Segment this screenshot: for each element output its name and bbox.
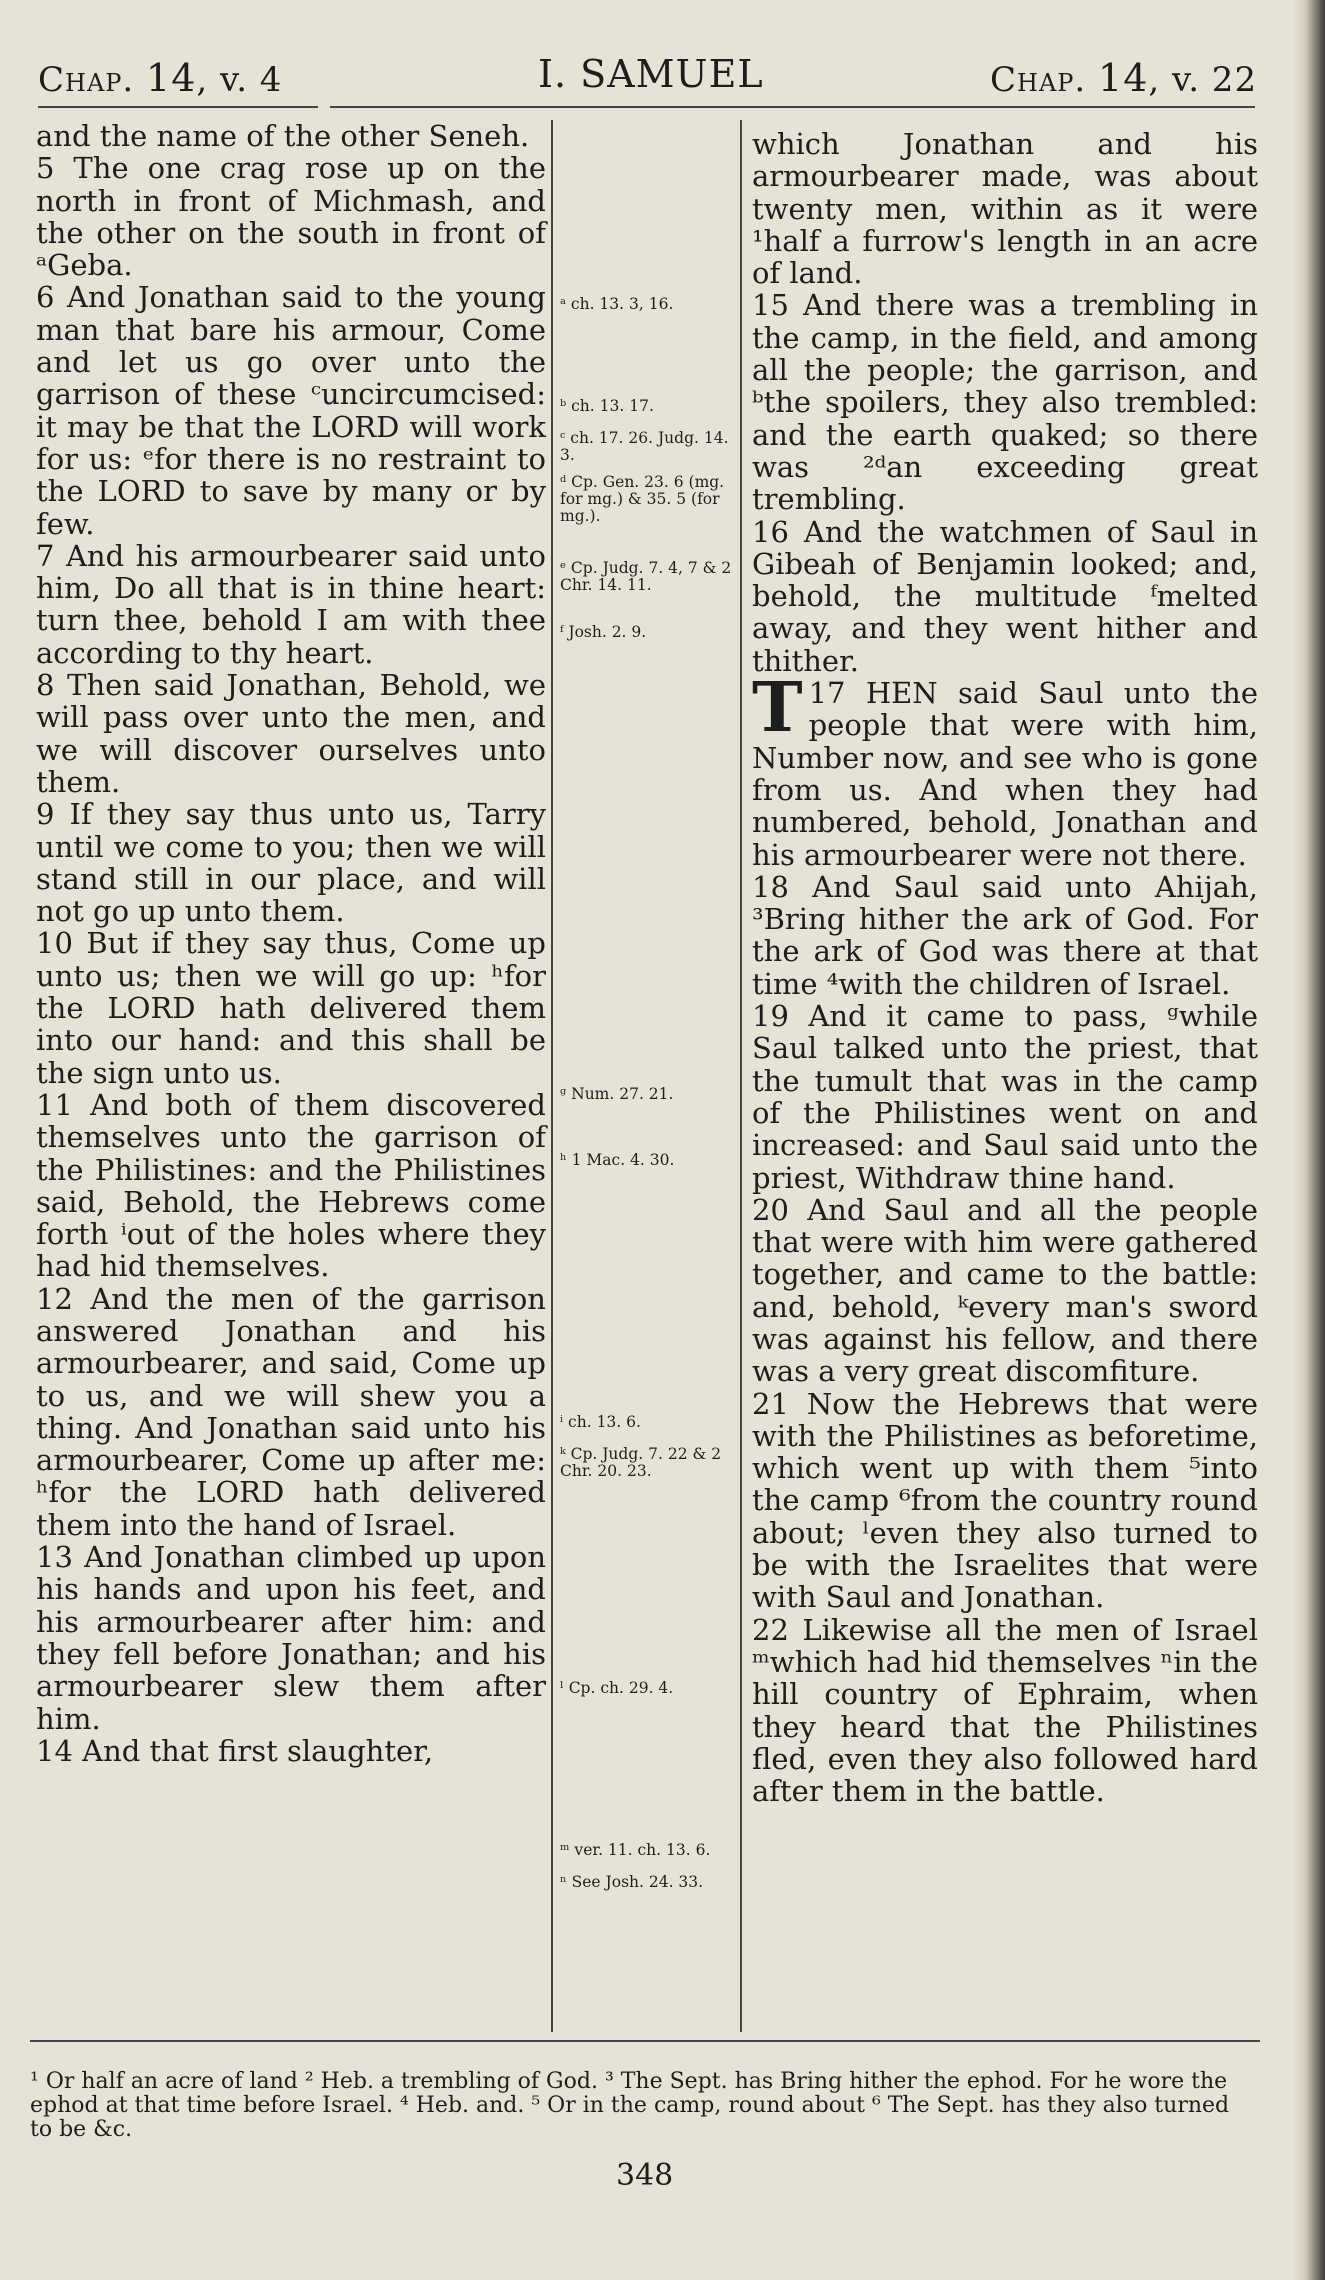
verse-paragraph: 18 And Saul said unto Ahijah, ³Bring hither the ark of God. For the ark of God was there at that time ⁴with the children of Israel. [752, 869, 1258, 1001]
footnote-text: ¹ Or half an acre of land ² Heb. a trembling of God. ³ The Sept. has Bring hither the ephod. For he wore the ephod at that time before Israel. ⁴ Heb. and. ⁵ Or in the camp, round about ⁶ The Sept. has they also turned to be &c. [30, 2069, 1230, 2142]
margin-ref: ᵍ Num. 27. 21. [560, 1085, 674, 1103]
dropcap-letter: T [752, 668, 803, 749]
text-column-left [36, 120, 546, 1767]
footnote-rule [30, 2040, 1260, 2042]
header-left-verse: , v. 4 [196, 60, 283, 100]
margin-ref: ᵐ ver. 11. ch. 13. 6. [560, 1841, 711, 1859]
header-left-chapter: 14 [146, 56, 197, 100]
book-title: I. SAMUEL [538, 52, 764, 96]
header-right [990, 56, 1257, 100]
margin-ref: ᵏ Cp. Judg. 7. 22 & 2 Chr. 20. 23. [560, 1445, 722, 1480]
page-edge-shadow [1293, 0, 1325, 2280]
margin-ref: ʰ 1 Mac. 4. 30. [560, 1151, 675, 1169]
footnotes [30, 2070, 1255, 2142]
text-column-right [752, 128, 1258, 1807]
column-divider-right [740, 120, 742, 2032]
margin-ref: ᵉ Cp. Judg. 7. 4, 7 & 2 Chr. 14. 11. [560, 559, 732, 594]
margin-ref: ⁿ See Josh. 24. 33. [560, 1873, 704, 1891]
header-right-prefix: Chap. [990, 60, 1099, 100]
verse-paragraph: 21 Now the Hebrews that were with the Philistines as beforetime, which went up with them ⁵into the camp ⁶from the country round about; ˡeven they also turned to be with the Israelites that were with Saul and Jonathan. [752, 1386, 1258, 1615]
verse-paragraph: 11 And both of them discovered themselves unto the garrison of the Philistines: and the Philistines said, Behold, the Hebrews come forth ⁱout of the holes where they had hid themselves. [36, 1087, 546, 1284]
verse-paragraph: and the name of the other Seneh. [36, 119, 530, 153]
header-left [38, 56, 282, 100]
margin-ref: ᵃ ch. 13. 3, 16. [560, 295, 674, 313]
margin-ref: ᵈ Cp. Gen. 23. 6 (mg. for mg.) & 35. 5 (for mg.). [560, 473, 725, 525]
column-divider-left [551, 120, 553, 2032]
verse-paragraph: which Jonathan and his armourbearer made, was about twenty men, within as it were ¹half a furrow's length in an acre of land. [752, 127, 1258, 291]
verse-paragraph: 14 And that first slaughter, [36, 1733, 434, 1768]
header-left-prefix: Chap. [38, 60, 147, 100]
header-rule-right [330, 106, 1255, 108]
margin-ref: ᶠ Josh. 2. 9. [560, 623, 647, 641]
verse-paragraph: 12 And the men of the garrison answered Jonathan and his armourbearer, and said, Come up to us, and we will shew you a thing. And Jonathan said unto his armourbearer, Come up after me: ʰfor the LORD hath delivered them into the hand of Israel. [36, 1281, 546, 1542]
header-rule-left [38, 106, 318, 108]
verse-17-number: 17 [808, 676, 846, 711]
verse-paragraph: 20 And Saul and all the people that were with him were gathered together, and came to the battle: and, behold, ᵏevery man's sword was against his fellow, and there was a very great discomfiture. [752, 1192, 1258, 1389]
verse-paragraph: 16 And the watchmen of Saul in Gibeah of Benjamin looked; and, behold, the multitude ᶠmelted away, and they went hither and thither. [752, 514, 1258, 678]
margin-ref: ᶜ ch. 17. 26. Judg. 14. 3. [560, 429, 729, 464]
header-right-verse: , v. 22 [1148, 60, 1258, 100]
margin-ref: ᵇ ch. 13. 17. [560, 397, 654, 415]
running-head [0, 48, 1325, 108]
verse-paragraph: 9 If they say thus unto us, Tarry until we come to you; then we will stand still in our place, and will not go up unto them. [36, 797, 546, 929]
verse-paragraph: 19 And it came to pass, ᵍwhile Saul talked unto the priest, that the tumult that was in the camp of the Philistines went on and increased: and Saul said unto the priest, Withdraw thine hand. [752, 999, 1258, 1195]
margin-ref: ˡ Cp. ch. 29. 4. [560, 1679, 674, 1697]
verse-paragraph: 10 But if they say thus, Come up unto us; then we will go up: ʰfor the LORD hath delivered them into our hand: and this shall be the sign unto us. [36, 926, 546, 1090]
verse-paragraph: 8 Then said Jonathan, Behold, we will pass over unto the men, and we will discover ourselves unto them. [36, 668, 546, 799]
verse-paragraph: 6 And Jonathan said to the young man that bare his armour, Come and let us go over unto the garrison of these ᶜuncircumcised: it may be that the LORD will work for us: ᵉfor there is no restraint to the LORD to save by many or by few. [36, 280, 546, 541]
verse-paragraph: 22 Likewise all the men of Israel ᵐwhich had hid themselves ⁿin the hill country of Ephraim, when they heard that the Philistines fled, even they also followed hard after them in the battle. [752, 1612, 1258, 1809]
verse-paragraph: 7 And his armourbearer said unto him, Do all that is in thine heart: turn thee, behold I am with thee according to thy heart. [36, 538, 546, 670]
verse-paragraph: 13 And Jonathan climbed up upon his hands and upon his feet, and his armourbearer after him: and they fell before Jonathan; and his armourbearer slew them after him. [36, 1540, 546, 1736]
margin-ref: ⁱ ch. 13. 6. [560, 1413, 641, 1431]
verse-paragraph: 5 The one crag rose up on the north in front of Michmash, and the other on the south in front of ᵃGeba. [36, 151, 546, 283]
verse-paragraph: 15 And there was a trembling in the camp, in the field, and among all the people; the garrison, and ᵇthe spoilers, they also trembled: and the earth quaked; so there was ²ᵈan exceeding great trembling. [752, 288, 1258, 517]
verse-17-paragraph [752, 668, 1258, 872]
page-number: 348 [616, 2158, 674, 2193]
verse-17-text: HEN said Saul unto the people that were with him, Number now, and see who is gone from us. And when they had numbered, behold, Jonathan and his armourbearer were not there. [752, 676, 1258, 872]
header-right-chapter: 14 [1098, 56, 1149, 100]
